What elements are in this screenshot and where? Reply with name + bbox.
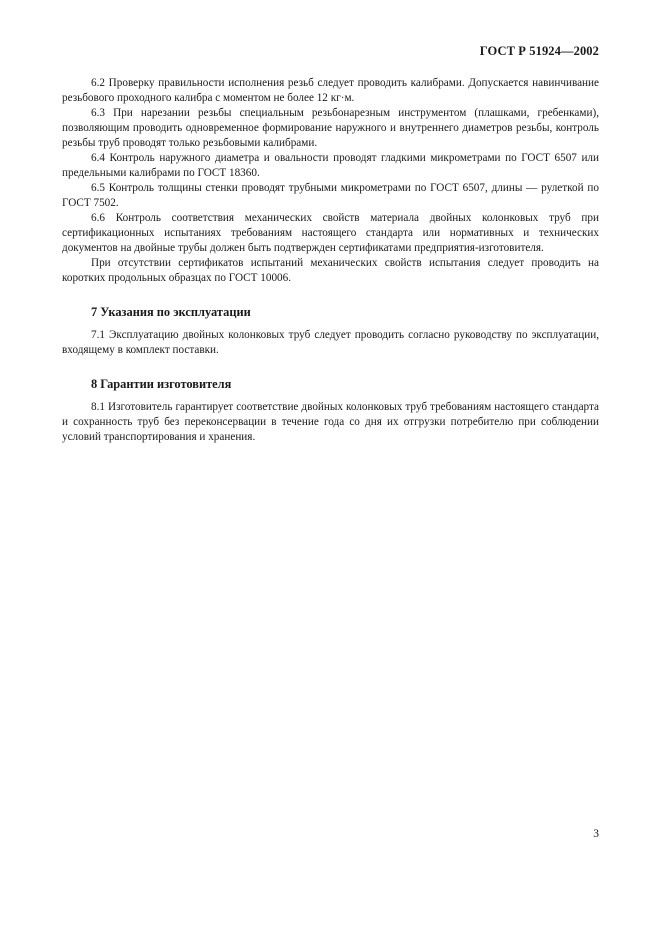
paragraph-6-5: 6.5 Контроль толщины стенки проводят трубными микрометрами по ГОСТ 6507, длины — рулеткой по ГОСТ 7502.	[62, 182, 599, 209]
paragraph-6-2: 6.2 Проверку правильности исполнения резьб следует проводить калибрами. Допускается навинчивание резьбового проходного калибра с моментом не более 12 кг·м.	[62, 77, 599, 104]
paragraph-6-6-continuation: При отсутствии сертификатов испытаний механических свойств испытания следует проводить на коротких продольных образцах по ГОСТ 10006.	[62, 257, 599, 284]
section-7-title: 7 Указания по эксплуатации	[91, 305, 251, 319]
paragraph-6-6: 6.6 Контроль соответствия механических свойств материала двойных колонковых труб при сертификационных испытаниях требованиям настоящего стандарта или нормативных и технических документов на двойные трубы должен быть подтвержден сертификатами предприятия-изготовителя.	[62, 212, 599, 254]
paragraph-7-1: 7.1 Эксплуатацию двойных колонковых труб следует проводить согласно руководству по эксплуатации, входящему в комплект поставки.	[62, 329, 599, 356]
section-8-title: 8 Гарантии изготовителя	[91, 377, 232, 391]
paragraph-6-4: 6.4 Контроль наружного диаметра и овальности проводят гладкими микрометрами по ГОСТ 6507 или предельными калибрами по ГОСТ 18360.	[62, 152, 599, 179]
page-content	[62, 76, 599, 445]
page-number: 3	[593, 828, 599, 840]
paragraph-8-1: 8.1 Изготовитель гарантирует соответствие двойных колонковых труб требованиям настоящего стандарта и сохранность труб без переконсервации в течение года со дня их отгрузки потребителю при соблюдении условий транспортирования и хранения.	[62, 401, 599, 443]
document-code-header: ГОСТ Р 51924—2002	[479, 44, 599, 58]
paragraph-6-3: 6.3 При нарезании резьбы специальным резьбонарезным инструментом (плашками, гребенками), позволяющим проводить одновременное формирование наружного и внутреннего диаметров резьбы, контроль резьбы труб проводят только резьбовыми калибрами.	[62, 107, 599, 149]
